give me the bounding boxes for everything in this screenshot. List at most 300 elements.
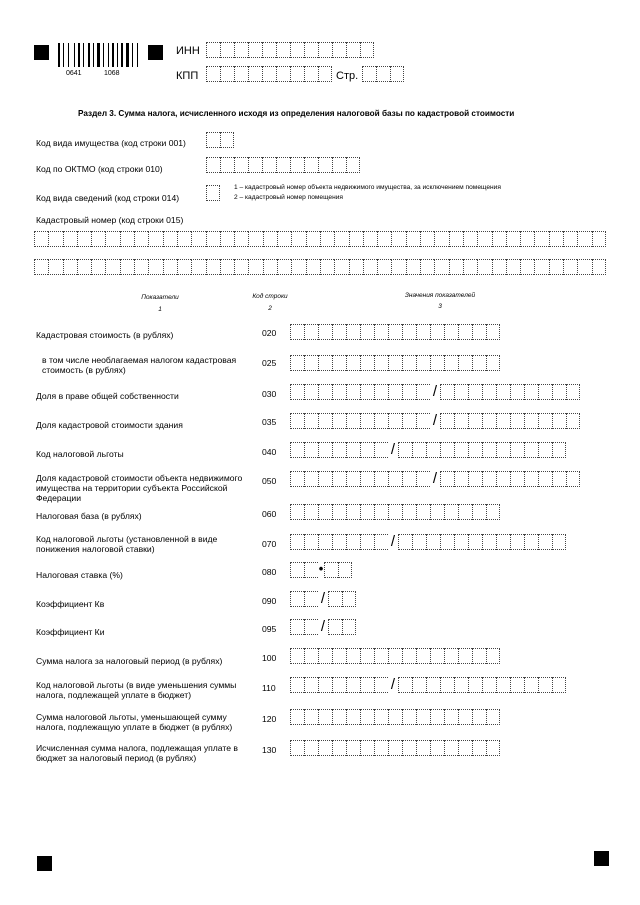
input-cell[interactable] [552,534,566,550]
input-cell[interactable] [463,231,477,247]
input-cell[interactable] [346,534,360,550]
input-cell[interactable] [374,413,388,429]
input-cell[interactable] [440,413,454,429]
input-cell[interactable] [486,355,500,371]
input-cell[interactable] [402,709,416,725]
input-cell[interactable] [346,677,360,693]
input-cell[interactable] [318,442,332,458]
input-cell[interactable] [552,413,566,429]
input-cell[interactable] [206,42,220,58]
input-cell[interactable] [248,66,262,82]
input-cell[interactable] [492,259,506,275]
input-cell[interactable] [263,259,277,275]
input-cell[interactable] [349,259,363,275]
input-cell[interactable] [163,259,177,275]
input-cell[interactable] [388,471,402,487]
input-cell[interactable] [304,709,318,725]
input-cell[interactable] [566,471,580,487]
input-cell[interactable] [120,231,134,247]
input-cell[interactable] [458,648,472,664]
input-cell[interactable] [234,42,248,58]
input-cell[interactable] [520,259,534,275]
input-cell[interactable] [412,534,426,550]
input-cell[interactable] [486,709,500,725]
input-cell[interactable] [420,259,434,275]
input-cell[interactable] [342,619,356,635]
input-cell[interactable] [206,132,220,148]
input-cell[interactable] [468,677,482,693]
input-cell[interactable] [220,66,234,82]
input-cell[interactable] [290,504,304,520]
input-cell[interactable] [304,534,318,550]
input-cell[interactable] [458,355,472,371]
input-cell[interactable] [48,259,62,275]
input-cell[interactable] [440,384,454,400]
input-cell[interactable] [496,384,510,400]
input-cell[interactable] [34,231,48,247]
row-field-060[interactable] [290,504,500,521]
input-cell[interactable] [304,442,318,458]
input-cell[interactable] [374,740,388,756]
input-cell[interactable] [472,324,486,340]
row-field-080[interactable] [290,562,352,579]
input-cell[interactable] [334,259,348,275]
input-cell[interactable] [402,740,416,756]
input-cell[interactable] [290,384,304,400]
input-cell[interactable] [592,231,606,247]
row-field-090[interactable] [290,591,356,608]
input-cell[interactable] [290,157,304,173]
input-cell[interactable] [77,259,91,275]
input-cell[interactable] [263,231,277,247]
input-cell[interactable] [318,413,332,429]
input-cell[interactable] [472,709,486,725]
input-cell[interactable] [472,648,486,664]
input-cell[interactable] [277,231,291,247]
input-cell[interactable] [318,709,332,725]
input-cell[interactable] [234,66,248,82]
input-cell[interactable] [412,677,426,693]
input-cell[interactable] [332,709,346,725]
input-cell[interactable] [534,259,548,275]
input-cell[interactable] [248,157,262,173]
input-cell[interactable] [290,324,304,340]
input-cell[interactable] [346,442,360,458]
input-cell[interactable] [506,231,520,247]
input-cell[interactable] [360,442,374,458]
oktmo-field[interactable] [206,157,360,174]
input-cell[interactable] [77,231,91,247]
input-cell[interactable] [486,648,500,664]
input-cell[interactable] [304,562,318,578]
input-cell[interactable] [430,709,444,725]
input-cell[interactable] [206,231,220,247]
input-cell[interactable] [406,259,420,275]
input-cell[interactable] [477,259,491,275]
input-cell[interactable] [454,471,468,487]
input-cell[interactable] [538,442,552,458]
input-cell[interactable] [524,471,538,487]
input-cell[interactable] [510,384,524,400]
input-cell[interactable] [524,442,538,458]
input-cell[interactable] [220,259,234,275]
input-cell[interactable] [290,677,304,693]
info-type-code-field[interactable] [206,185,220,202]
input-cell[interactable] [440,471,454,487]
input-cell[interactable] [468,471,482,487]
input-cell[interactable] [374,355,388,371]
input-cell[interactable] [234,259,248,275]
input-cell[interactable] [328,619,342,635]
input-cell[interactable] [426,534,440,550]
input-cell[interactable] [346,740,360,756]
input-cell[interactable] [304,648,318,664]
input-cell[interactable] [549,231,563,247]
input-cell[interactable] [220,157,234,173]
input-cell[interactable] [334,231,348,247]
input-cell[interactable] [398,677,412,693]
row-field-035[interactable] [290,413,580,430]
input-cell[interactable] [191,231,205,247]
input-cell[interactable] [374,648,388,664]
input-cell[interactable] [402,324,416,340]
input-cell[interactable] [318,324,332,340]
input-cell[interactable] [458,324,472,340]
input-cell[interactable] [234,231,248,247]
input-cell[interactable] [234,157,248,173]
input-cell[interactable] [304,66,318,82]
input-cell[interactable] [332,442,346,458]
input-cell[interactable] [134,231,148,247]
input-cell[interactable] [332,157,346,173]
input-cell[interactable] [318,66,332,82]
row-field-110[interactable] [290,677,566,694]
input-cell[interactable] [360,355,374,371]
input-cell[interactable] [430,324,444,340]
input-cell[interactable] [510,413,524,429]
input-cell[interactable] [304,42,318,58]
input-cell[interactable] [105,259,119,275]
input-cell[interactable] [524,413,538,429]
input-cell[interactable] [91,231,105,247]
input-cell[interactable] [360,42,374,58]
input-cell[interactable] [482,442,496,458]
input-cell[interactable] [346,157,360,173]
input-cell[interactable] [206,259,220,275]
input-cell[interactable] [454,413,468,429]
row-field-030[interactable] [290,384,580,401]
input-cell[interactable] [290,534,304,550]
input-cell[interactable] [332,504,346,520]
input-cell[interactable] [91,259,105,275]
input-cell[interactable] [426,677,440,693]
input-cell[interactable] [318,384,332,400]
input-cell[interactable] [449,259,463,275]
input-cell[interactable] [398,442,412,458]
input-cell[interactable] [191,259,205,275]
row-field-120[interactable] [290,709,500,726]
input-cell[interactable] [360,504,374,520]
input-cell[interactable] [304,413,318,429]
input-cell[interactable] [402,413,416,429]
input-cell[interactable] [304,471,318,487]
input-cell[interactable] [444,355,458,371]
input-cell[interactable] [248,231,262,247]
input-cell[interactable] [374,384,388,400]
row-field-025[interactable] [290,355,500,372]
input-cell[interactable] [510,471,524,487]
input-cell[interactable] [388,324,402,340]
input-cell[interactable] [206,157,220,173]
input-cell[interactable] [444,648,458,664]
input-cell[interactable] [304,157,318,173]
input-cell[interactable] [318,504,332,520]
input-cell[interactable] [377,231,391,247]
input-cell[interactable] [592,259,606,275]
input-cell[interactable] [48,231,62,247]
input-cell[interactable] [276,157,290,173]
input-cell[interactable] [496,677,510,693]
input-cell[interactable] [332,384,346,400]
input-cell[interactable] [290,709,304,725]
input-cell[interactable] [496,534,510,550]
input-cell[interactable] [388,355,402,371]
input-cell[interactable] [552,442,566,458]
input-cell[interactable] [566,413,580,429]
input-cell[interactable] [482,677,496,693]
input-cell[interactable] [360,413,374,429]
input-cell[interactable] [486,740,500,756]
input-cell[interactable] [388,740,402,756]
input-cell[interactable] [332,42,346,58]
input-cell[interactable] [304,677,318,693]
input-cell[interactable] [416,355,430,371]
input-cell[interactable] [318,471,332,487]
input-cell[interactable] [63,259,77,275]
input-cell[interactable] [538,677,552,693]
input-cell[interactable] [458,504,472,520]
input-cell[interactable] [304,324,318,340]
input-cell[interactable] [320,231,334,247]
input-cell[interactable] [290,591,304,607]
input-cell[interactable] [320,259,334,275]
input-cell[interactable] [304,384,318,400]
input-cell[interactable] [346,324,360,340]
input-cell[interactable] [524,384,538,400]
input-cell[interactable] [374,471,388,487]
input-cell[interactable] [290,471,304,487]
input-cell[interactable] [134,259,148,275]
input-cell[interactable] [318,648,332,664]
input-cell[interactable] [482,471,496,487]
input-cell[interactable] [420,231,434,247]
input-cell[interactable] [360,709,374,725]
input-cell[interactable] [276,66,290,82]
input-cell[interactable] [63,231,77,247]
row-field-040[interactable] [290,442,566,459]
input-cell[interactable] [377,259,391,275]
input-cell[interactable] [524,677,538,693]
input-cell[interactable] [440,677,454,693]
input-cell[interactable] [318,355,332,371]
input-cell[interactable] [346,42,360,58]
input-cell[interactable] [262,157,276,173]
input-cell[interactable] [318,534,332,550]
input-cell[interactable] [388,384,402,400]
input-cell[interactable] [346,471,360,487]
input-cell[interactable] [434,259,448,275]
input-cell[interactable] [332,677,346,693]
input-cell[interactable] [416,413,430,429]
input-cell[interactable] [290,442,304,458]
input-cell[interactable] [332,413,346,429]
input-cell[interactable] [566,384,580,400]
input-cell[interactable] [538,384,552,400]
input-cell[interactable] [463,259,477,275]
input-cell[interactable] [416,504,430,520]
input-cell[interactable] [563,231,577,247]
input-cell[interactable] [472,504,486,520]
input-cell[interactable] [416,384,430,400]
input-cell[interactable] [416,740,430,756]
input-cell[interactable] [290,413,304,429]
input-cell[interactable] [304,504,318,520]
input-cell[interactable] [332,648,346,664]
cadastral-number-field-line-1[interactable] [34,231,606,248]
input-cell[interactable] [416,709,430,725]
input-cell[interactable] [306,259,320,275]
input-cell[interactable] [374,677,388,693]
input-cell[interactable] [430,355,444,371]
input-cell[interactable] [486,324,500,340]
input-cell[interactable] [388,648,402,664]
input-cell[interactable] [304,619,318,635]
input-cell[interactable] [304,355,318,371]
input-cell[interactable] [538,413,552,429]
input-cell[interactable] [318,740,332,756]
input-cell[interactable] [304,740,318,756]
input-cell[interactable] [374,324,388,340]
input-cell[interactable] [291,259,305,275]
input-cell[interactable] [360,648,374,664]
input-cell[interactable] [468,442,482,458]
input-cell[interactable] [390,66,404,82]
input-cell[interactable] [374,534,388,550]
input-cell[interactable] [290,66,304,82]
input-cell[interactable] [577,231,591,247]
input-cell[interactable] [332,324,346,340]
input-cell[interactable] [388,709,402,725]
input-cell[interactable] [458,709,472,725]
input-cell[interactable] [454,384,468,400]
input-cell[interactable] [440,534,454,550]
input-cell[interactable] [220,132,234,148]
input-cell[interactable] [524,534,538,550]
input-cell[interactable] [346,413,360,429]
input-cell[interactable] [416,648,430,664]
input-cell[interactable] [482,534,496,550]
input-cell[interactable] [426,442,440,458]
input-cell[interactable] [482,384,496,400]
input-cell[interactable] [388,504,402,520]
input-cell[interactable] [363,259,377,275]
input-cell[interactable] [318,42,332,58]
input-cell[interactable] [342,591,356,607]
input-cell[interactable] [454,442,468,458]
input-cell[interactable] [291,231,305,247]
input-cell[interactable] [332,534,346,550]
input-cell[interactable] [262,66,276,82]
input-cell[interactable] [248,42,262,58]
input-cell[interactable] [430,740,444,756]
input-cell[interactable] [34,259,48,275]
input-cell[interactable] [360,534,374,550]
input-cell[interactable] [332,740,346,756]
input-cell[interactable] [318,157,332,173]
input-cell[interactable] [434,231,448,247]
input-cell[interactable] [306,231,320,247]
input-cell[interactable] [430,504,444,520]
input-cell[interactable] [206,185,220,201]
input-cell[interactable] [549,259,563,275]
input-cell[interactable] [290,648,304,664]
input-cell[interactable] [391,259,405,275]
input-cell[interactable] [374,709,388,725]
input-cell[interactable] [220,42,234,58]
input-cell[interactable] [328,591,342,607]
page-number-field[interactable] [362,66,404,83]
input-cell[interactable] [148,259,162,275]
input-cell[interactable] [552,471,566,487]
input-cell[interactable] [206,66,220,82]
input-cell[interactable] [349,231,363,247]
input-cell[interactable] [486,504,500,520]
row-field-130[interactable] [290,740,500,757]
input-cell[interactable] [468,413,482,429]
input-cell[interactable] [454,677,468,693]
input-cell[interactable] [360,677,374,693]
input-cell[interactable] [346,648,360,664]
row-field-050[interactable] [290,471,580,488]
input-cell[interactable] [318,677,332,693]
input-cell[interactable] [360,740,374,756]
input-cell[interactable] [346,384,360,400]
inn-field[interactable] [206,42,374,59]
input-cell[interactable] [248,259,262,275]
input-cell[interactable] [472,355,486,371]
input-cell[interactable] [477,231,491,247]
input-cell[interactable] [220,231,234,247]
input-cell[interactable] [360,471,374,487]
input-cell[interactable] [177,259,191,275]
input-cell[interactable] [412,442,426,458]
input-cell[interactable] [177,231,191,247]
input-cell[interactable] [416,471,430,487]
input-cell[interactable] [444,709,458,725]
input-cell[interactable] [376,66,390,82]
input-cell[interactable] [468,534,482,550]
input-cell[interactable] [458,740,472,756]
input-cell[interactable] [510,442,524,458]
input-cell[interactable] [346,709,360,725]
input-cell[interactable] [120,259,134,275]
input-cell[interactable] [538,471,552,487]
input-cell[interactable] [332,355,346,371]
input-cell[interactable] [510,534,524,550]
input-cell[interactable] [277,259,291,275]
input-cell[interactable] [496,413,510,429]
input-cell[interactable] [332,471,346,487]
